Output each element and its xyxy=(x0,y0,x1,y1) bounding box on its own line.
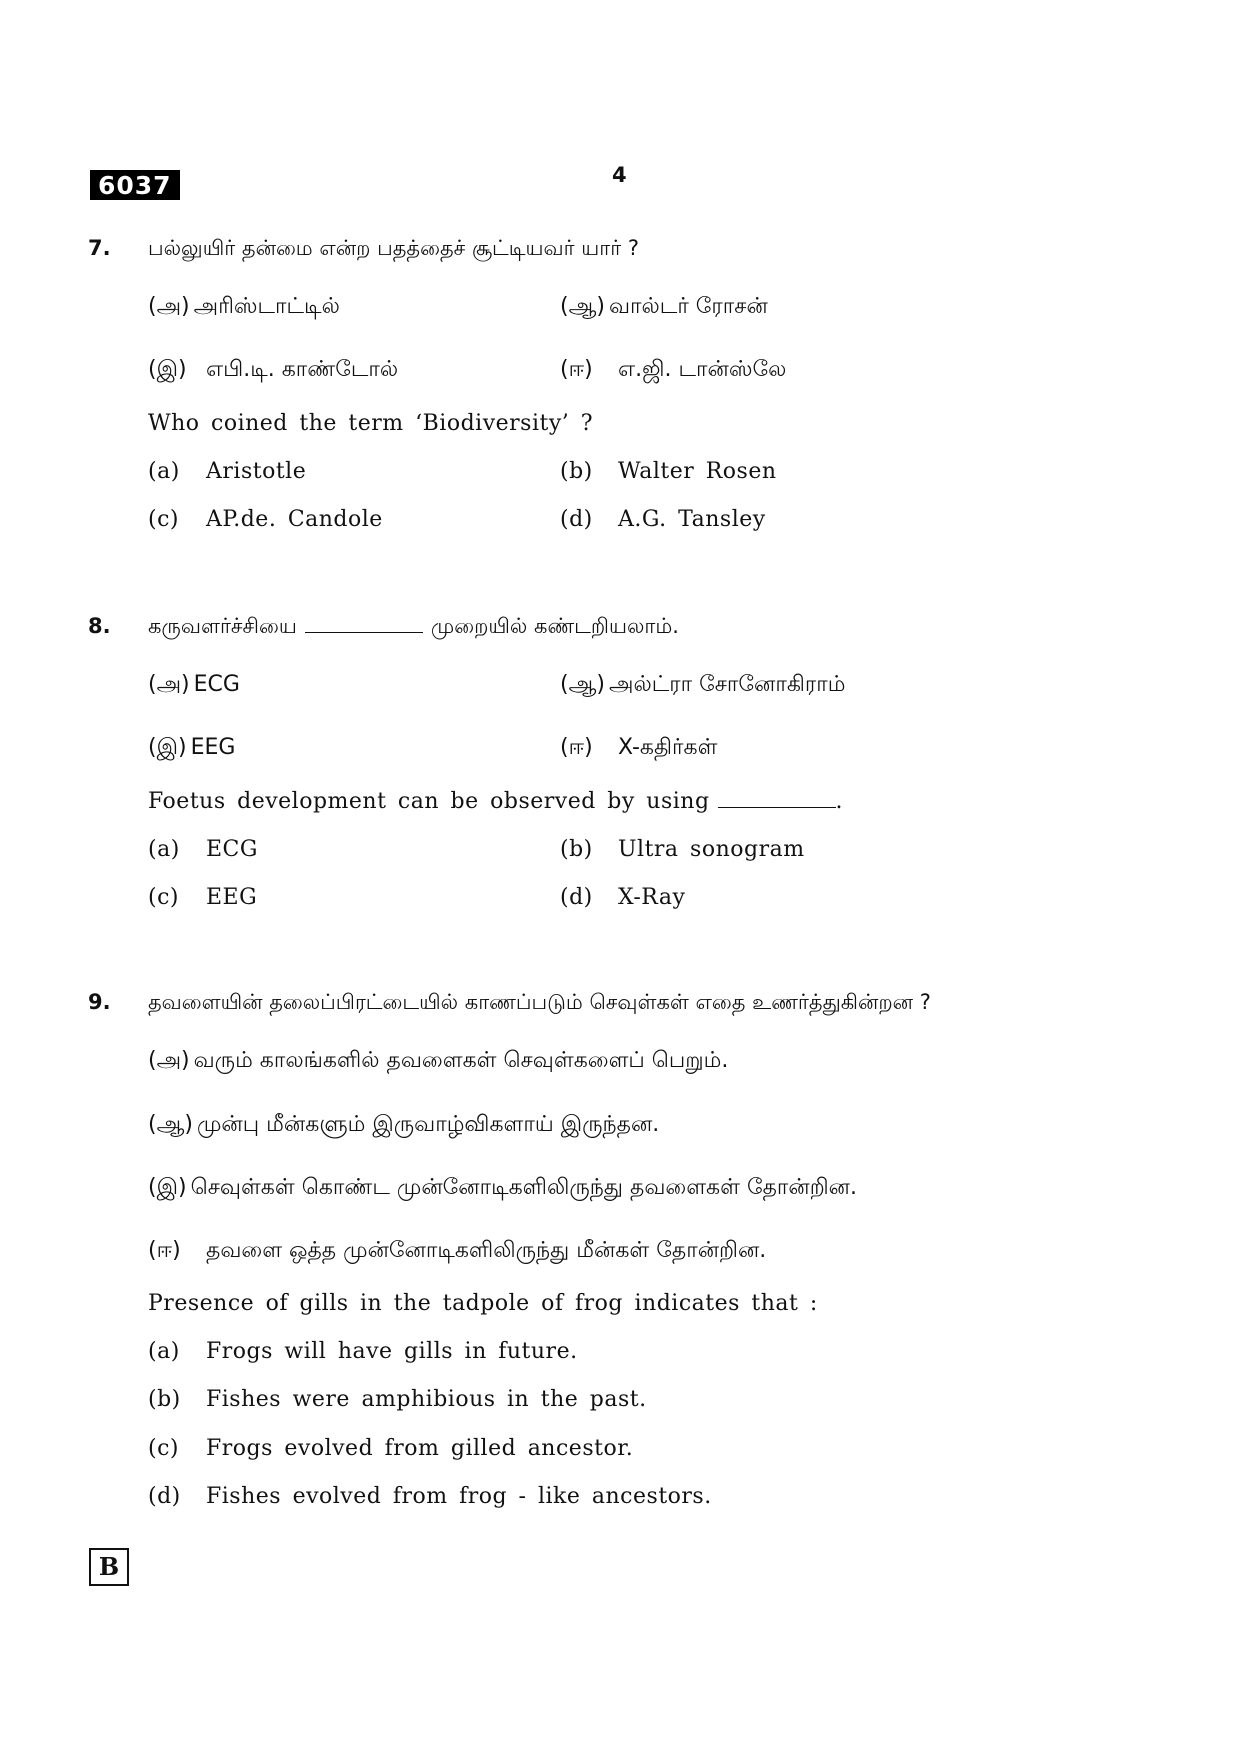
question-8-english-option-d: (d) X-Ray xyxy=(560,885,686,910)
question-7-tamil-option-d: (ஈ) எ.ஜி. டான்ஸ்லே xyxy=(560,357,787,382)
question-8-english-option-a: (a) ECG xyxy=(148,837,258,862)
question-9-tamil-text: தவளையின் தலைப்பிரட்டையில் காணப்படும் செவுள்கள் எதை உணர்த்துகின்றன ? xyxy=(148,990,931,1014)
page-number: 4 xyxy=(612,163,627,187)
question-8-tamil-blank xyxy=(305,614,423,633)
question-8-english-blank xyxy=(718,789,836,808)
question-8-tamil-option-c: (இ) EEG xyxy=(148,735,236,760)
question-7-english-option-a: (a) Aristotle xyxy=(148,459,307,484)
question-8-english-text: Foetus development can be observed by using . xyxy=(148,789,844,814)
question-8-english-option-c: (c) EEG xyxy=(148,885,258,910)
question-8-tamil-option-d: (ஈ) X-கதிர்கள் xyxy=(560,735,718,760)
question-9-english-text: Presence of gills in the tadpole of frog indicates that : xyxy=(148,1291,818,1316)
question-8-tamil-option-a: (அ) ECG xyxy=(148,672,240,697)
question-9-tamil-option-c: (இ) செவுள்கள் கொண்ட முன்னோடிகளிலிருந்து தவளைகள் தோன்றின. xyxy=(148,1175,857,1200)
question-7-english-text: Who coined the term ‘Biodiversity’ ? xyxy=(148,411,594,436)
question-9-english-option-d: (d) Fishes evolved from frog - like ancestors. xyxy=(148,1484,712,1509)
series-box: B xyxy=(89,1548,129,1586)
paper-code-badge: 6037 xyxy=(90,170,180,200)
question-8-tamil-option-b: (ஆ) அல்ட்ரா சோனோகிராம் xyxy=(560,672,846,697)
question-8-number: 8. xyxy=(88,614,111,638)
question-9-english-option-a: (a) Frogs will have gills in future. xyxy=(148,1339,578,1364)
question-7-tamil-option-c: (இ) எபி.டி. காண்டோல் xyxy=(148,357,399,382)
question-9-tamil-option-d: (ஈ) தவளை ஒத்த முன்னோடிகளிலிருந்து மீன்கள் தோன்றின. xyxy=(148,1238,767,1263)
question-9-english-option-b: (b) Fishes were amphibious in the past. xyxy=(148,1387,647,1412)
question-7-english-option-d: (d) A.G. Tansley xyxy=(560,507,766,532)
question-9-tamil-option-b: (ஆ) முன்பு மீன்களும் இருவாழ்விகளாய் இருந்தன. xyxy=(148,1112,660,1137)
question-9-number: 9. xyxy=(88,990,111,1014)
question-8-tamil-text: கருவளர்ச்சியை முறையில் கண்டறியலாம். xyxy=(148,614,679,638)
question-8-english-option-b: (b) Ultra sonogram xyxy=(560,837,805,862)
question-7-tamil-option-a: (அ) அரிஸ்டாட்டில் xyxy=(148,294,340,319)
question-7-english-option-c: (c) AP.de. Candole xyxy=(148,507,383,532)
question-9-tamil-option-a: (அ) வரும் காலங்களில் தவளைகள் செவுள்களைப் பெறும். xyxy=(148,1048,729,1073)
question-7-number: 7. xyxy=(88,236,111,260)
question-7-english-option-b: (b) Walter Rosen xyxy=(560,459,777,484)
question-9-english-option-c: (c) Frogs evolved from gilled ancestor. xyxy=(148,1436,634,1461)
question-7-tamil-option-b: (ஆ) வால்டர் ரோசன் xyxy=(560,294,768,319)
question-7-tamil-text: பல்லுயிர் தன்மை என்ற பதத்தைச் சூட்டியவர் யார் ? xyxy=(148,236,639,260)
